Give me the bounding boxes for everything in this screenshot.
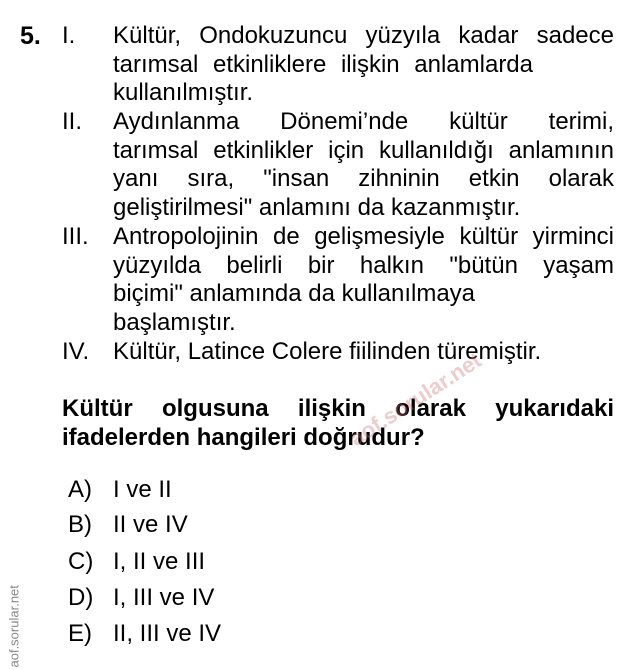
statement-2 — [62, 108, 614, 223]
statement-3 — [62, 223, 614, 338]
question-stem — [62, 394, 614, 452]
line: tarımsal etkinlikler için kullanıldığı anlamının — [113, 136, 614, 164]
option-a[interactable] — [68, 476, 172, 504]
option-d[interactable] — [68, 584, 214, 612]
numeral: III. — [62, 223, 89, 250]
line: yanı sıra, "insan zihninin etkin olarak — [113, 165, 614, 193]
line: Antropolojinin de gelişmesiyle kültür yirminci — [113, 223, 614, 250]
stem-line: ifadelerden hangileri doğrudur? — [62, 424, 425, 451]
option-letter: E) — [68, 620, 92, 647]
statement-1 — [62, 22, 614, 108]
watermark: aof.sorular.net — [345, 347, 486, 451]
statement-4 — [62, 338, 614, 367]
option-c[interactable] — [68, 548, 205, 576]
option-text: I, III ve IV — [113, 584, 215, 611]
side-watermark: aof.sorular.net — [6, 585, 22, 668]
option-letter: B) — [68, 511, 92, 538]
numeral: IV. — [62, 338, 90, 365]
numeral: II. — [62, 108, 83, 135]
option-letter: C) — [68, 548, 94, 575]
option-e[interactable] — [68, 620, 221, 648]
line: tarımsal etkinliklere ilişkin anlamlarda — [113, 50, 533, 78]
line: yüzyılda belirli bir halkın "bütün yaşam — [113, 251, 614, 279]
numeral: I. — [62, 22, 76, 49]
option-text: I, II ve III — [113, 548, 206, 575]
option-text: II ve IV — [113, 511, 188, 538]
line: Kültür, Latince Colere fiilinden türemiştir. — [113, 338, 542, 365]
question-number: 5. — [20, 22, 41, 50]
line: kullanılmıştır. — [113, 79, 254, 107]
option-letter: D) — [68, 584, 94, 611]
line: biçimi" anlamında da kullanılmaya — [113, 280, 476, 308]
option-b[interactable] — [68, 511, 188, 539]
option-letter: A) — [68, 476, 92, 503]
line: Aydınlanma Dönemi’nde kültür terimi, — [113, 108, 614, 135]
line: Kültür, Ondokuzuncu yüzyıla kadar sadece — [113, 22, 614, 49]
option-text: I ve II — [113, 476, 172, 503]
option-text: II, III ve IV — [113, 620, 222, 647]
line: geliştirilmesi" anlamını da kazanmıştır. — [113, 194, 521, 222]
stem-line: Kültür olgusuna ilişkin olarak yukarıdaki — [62, 395, 614, 422]
line: başlamıştır. — [113, 309, 236, 337]
